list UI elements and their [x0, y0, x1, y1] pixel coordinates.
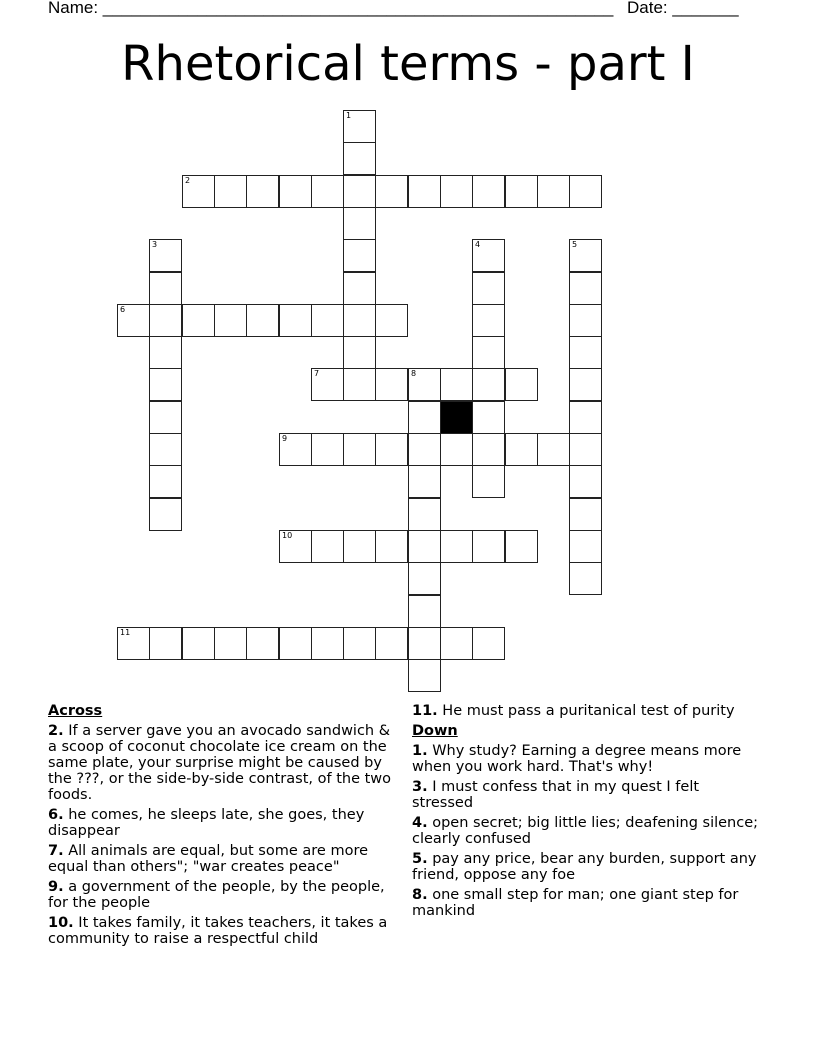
clue-number: 10.: [48, 915, 74, 931]
clue-text: he comes, he sleeps late, she goes, they disappear: [48, 807, 365, 839]
crossword-cell[interactable]: [408, 465, 441, 498]
crossword-cell[interactable]: [214, 627, 247, 660]
crossword-cell[interactable]: [537, 175, 570, 208]
crossword-cell[interactable]: [343, 272, 376, 305]
crossword-cell[interactable]: [149, 627, 182, 660]
crossword-cell[interactable]: [537, 433, 570, 466]
across-clue: [48, 879, 398, 911]
crossword-cell[interactable]: [311, 304, 344, 337]
crossword-cell[interactable]: [440, 530, 473, 563]
clue-text: He must pass a puritanical test of purity: [442, 703, 735, 719]
crossword-cell[interactable]: [279, 530, 312, 563]
clue-text: one small step for man; one giant step for mankind: [412, 887, 739, 919]
clue-text: It takes family, it takes teachers, it takes a community to raise a respectful child: [48, 915, 388, 947]
crossword-cell[interactable]: [214, 304, 247, 337]
crossword-cell[interactable]: [149, 304, 182, 337]
crossword-cell[interactable]: [408, 595, 441, 628]
crossword-cell[interactable]: [472, 272, 505, 305]
across-clue: [48, 843, 398, 875]
crossword-cell[interactable]: [246, 627, 279, 660]
crossword-cell[interactable]: [343, 433, 376, 466]
crossword-cell[interactable]: [279, 627, 312, 660]
clue-text: If a server gave you an avocado sandwich & a scoop of coconut chocolate ice cream on the same plate, your surprise might be caused by the ???, or the side-by-side contrast, of the two foods.: [48, 723, 392, 803]
crossword-cell[interactable]: [505, 530, 538, 563]
across-clue: [48, 807, 398, 839]
crossword-cell[interactable]: [472, 401, 505, 434]
clue-number: 11.: [412, 703, 438, 719]
clue-text: open secret; big little lies; deafening silence; clearly confused: [412, 815, 759, 847]
clue-text: pay any price, bear any burden, support any friend, oppose any foe: [412, 851, 757, 883]
clue-number-label: 7: [314, 369, 320, 378]
clues-column-left: [48, 703, 398, 951]
crossword-cell[interactable]: [149, 465, 182, 498]
crossword-cell[interactable]: [343, 368, 376, 401]
page-title: Rhetorical terms - part I: [121, 36, 695, 92]
crossword-block: [440, 401, 473, 434]
crossword-cell[interactable]: [440, 175, 473, 208]
crossword-cell[interactable]: [569, 498, 602, 531]
crossword-cell[interactable]: [182, 627, 215, 660]
crossword-cell[interactable]: [569, 401, 602, 434]
crossword-cell[interactable]: [569, 304, 602, 337]
crossword-cell[interactable]: [343, 110, 376, 143]
crossword-cell[interactable]: [472, 530, 505, 563]
down-clue: [412, 851, 762, 883]
clue-number-label: 2: [185, 176, 191, 185]
crossword-cell[interactable]: [569, 336, 602, 369]
down-heading: Down: [412, 723, 458, 739]
crossword-cell[interactable]: [279, 433, 312, 466]
crossword-cell[interactable]: [569, 175, 602, 208]
crossword-cell[interactable]: [408, 562, 441, 595]
crossword-cell[interactable]: [472, 336, 505, 369]
crossword-cell[interactable]: [311, 433, 344, 466]
clue-number: 5.: [412, 851, 428, 867]
across-heading: Across: [48, 703, 103, 719]
clue-number-label: 10: [282, 531, 293, 540]
crossword-cell[interactable]: [408, 368, 441, 401]
crossword-cell[interactable]: [343, 304, 376, 337]
crossword-cell[interactable]: [343, 207, 376, 240]
crossword-cell[interactable]: [375, 627, 408, 660]
crossword-cell[interactable]: [214, 175, 247, 208]
clue-number: 8.: [412, 887, 428, 903]
clue-number-label: 3: [152, 240, 158, 249]
clue-text: I must confess that in my quest I felt stressed: [412, 779, 700, 811]
crossword-cell[interactable]: [569, 562, 602, 595]
crossword-cell[interactable]: [505, 433, 538, 466]
crossword-cell[interactable]: [343, 142, 376, 175]
crossword-cell[interactable]: [149, 433, 182, 466]
crossword-cell[interactable]: [569, 239, 602, 272]
crossword-cell[interactable]: [440, 368, 473, 401]
crossword-cell[interactable]: [472, 627, 505, 660]
crossword-cell[interactable]: [375, 175, 408, 208]
crossword-cell[interactable]: [375, 304, 408, 337]
clue-number: 1.: [412, 743, 428, 759]
clue-number-label: 1: [346, 111, 352, 120]
crossword-cell[interactable]: [569, 433, 602, 466]
crossword-cell[interactable]: [343, 530, 376, 563]
crossword-cell[interactable]: [149, 336, 182, 369]
crossword-cell[interactable]: [472, 304, 505, 337]
clue-number-label: 4: [475, 240, 481, 249]
across-clue: [48, 915, 398, 947]
crossword-cell[interactable]: [472, 239, 505, 272]
crossword-cell[interactable]: [149, 368, 182, 401]
crossword-cell[interactable]: [408, 433, 441, 466]
clue-number: 6.: [48, 807, 64, 823]
crossword-cell[interactable]: [472, 368, 505, 401]
crossword-cell[interactable]: [311, 627, 344, 660]
crossword-cell[interactable]: [343, 239, 376, 272]
crossword-cell[interactable]: [375, 368, 408, 401]
down-clue: [412, 815, 762, 847]
clue-number-label: 6: [120, 305, 126, 314]
date-field-label[interactable]: Date: _______: [627, 0, 739, 17]
crossword-cell[interactable]: [149, 498, 182, 531]
clue-text: Why study? Earning a degree means more when you work hard. That's why!: [412, 743, 742, 775]
down-clue: [412, 887, 762, 919]
crossword-cell[interactable]: [408, 175, 441, 208]
crossword-cell[interactable]: [149, 272, 182, 305]
crossword-cell[interactable]: [408, 498, 441, 531]
down-clue: [412, 743, 762, 775]
down-clue: [412, 779, 762, 811]
crossword-cell[interactable]: [569, 465, 602, 498]
crossword-cell[interactable]: [505, 368, 538, 401]
crossword-cell[interactable]: [117, 627, 150, 660]
crossword-cell[interactable]: [440, 627, 473, 660]
clues-column-right: [412, 703, 762, 923]
crossword-cell[interactable]: [569, 272, 602, 305]
crossword-cell[interactable]: [343, 336, 376, 369]
crossword-cell[interactable]: [246, 304, 279, 337]
crossword-cell[interactable]: [311, 175, 344, 208]
name-field-label[interactable]: Name: ______________________________________________________: [48, 0, 614, 17]
crossword-cell[interactable]: [279, 304, 312, 337]
crossword-cell[interactable]: [311, 530, 344, 563]
clue-number: 7.: [48, 843, 64, 859]
clue-number-label: 5: [572, 240, 578, 249]
clue-number: 2.: [48, 723, 64, 739]
clue-number: 3.: [412, 779, 428, 795]
crossword-cell[interactable]: [149, 401, 182, 434]
crossword-cell[interactable]: [117, 304, 150, 337]
clue-number-label: 8: [411, 369, 417, 378]
crossword-cell[interactable]: [375, 433, 408, 466]
crossword-cell[interactable]: [440, 433, 473, 466]
crossword-cell[interactable]: [343, 627, 376, 660]
crossword-cell[interactable]: [505, 175, 538, 208]
crossword-cell[interactable]: [408, 401, 441, 434]
crossword-cell[interactable]: [149, 239, 182, 272]
crossword-cell[interactable]: [408, 530, 441, 563]
clue-text: a government of the people, by the people, for the people: [48, 879, 385, 911]
clue-number-label: 11: [120, 628, 131, 637]
crossword-cell[interactable]: [408, 627, 441, 660]
clue-number: 9.: [48, 879, 64, 895]
clue-text: All animals are equal, but some are more equal than others"; "war creates peace": [48, 843, 369, 875]
crossword-cell[interactable]: [375, 530, 408, 563]
crossword-cell[interactable]: [569, 368, 602, 401]
crossword-cell[interactable]: [472, 465, 505, 498]
crossword-cell[interactable]: [472, 175, 505, 208]
clue-number: 4.: [412, 815, 428, 831]
crossword-cell[interactable]: [343, 175, 376, 208]
crossword-cell[interactable]: [246, 175, 279, 208]
crossword-cell[interactable]: [311, 368, 344, 401]
clue-number-label: 9: [282, 434, 288, 443]
crossword-cell[interactable]: [408, 659, 441, 692]
crossword-cell[interactable]: [569, 530, 602, 563]
across-clue: [48, 723, 398, 803]
crossword-cell[interactable]: [182, 175, 215, 208]
across-clue: [412, 703, 762, 719]
crossword-cell[interactable]: [472, 433, 505, 466]
crossword-cell[interactable]: [279, 175, 312, 208]
crossword-cell[interactable]: [182, 304, 215, 337]
